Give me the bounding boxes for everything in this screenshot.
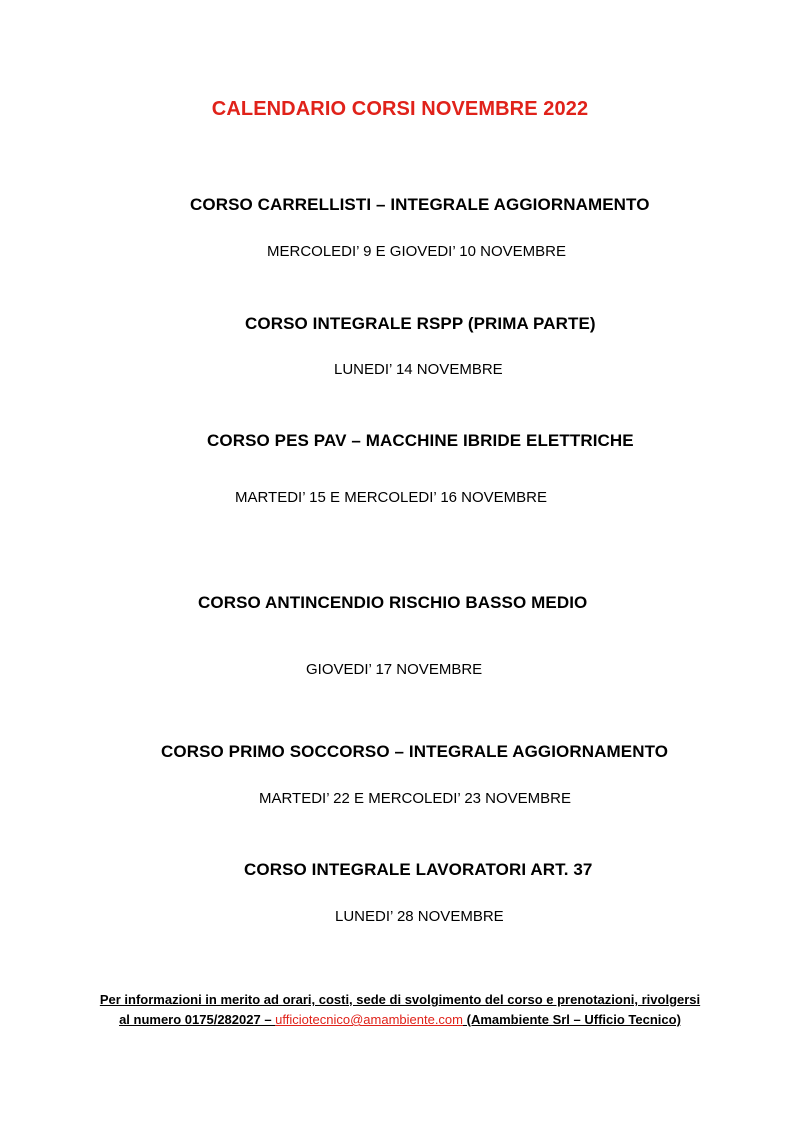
course-date: MERCOLEDI’ 9 E GIOVEDI’ 10 NOVEMBRE	[267, 243, 566, 260]
course-title: CORSO PES PAV – MACCHINE IBRIDE ELETTRICHE	[207, 431, 634, 450]
course-title: CORSO PRIMO SOCCORSO – INTEGRALE AGGIORNAMENTO	[161, 742, 669, 761]
course-title: CORSO INTEGRALE RSPP (PRIMA PARTE)	[245, 314, 596, 333]
course-date: MARTEDI’ 22 E MERCOLEDI’ 23 NOVEMBRE	[259, 790, 572, 807]
contact-company-text: (Amambiente Srl – Ufficio Tecnico)	[463, 1012, 681, 1027]
course-title: CORSO CARRELLISTI – INTEGRALE AGGIORNAMENTO	[190, 195, 650, 214]
contact-line-2	[40, 1010, 760, 1030]
course-date: LUNEDI’ 14 NOVEMBRE	[334, 361, 503, 378]
course-title: CORSO ANTINCENDIO RISCHIO BASSO MEDIO	[198, 593, 588, 612]
page-title: CALENDARIO CORSI NOVEMBRE 2022	[211, 98, 589, 120]
contact-line-1: Per informazioni in merito ad orari, costi, sede di svolgimento del corso e prenotazioni, rivolgersi	[99, 992, 701, 1007]
course-date: GIOVEDI’ 17 NOVEMBRE	[306, 661, 483, 678]
contact-info	[40, 990, 760, 1030]
email-link[interactable]: ufficiotecnico@amambiente.com	[275, 1012, 463, 1027]
course-date: MARTEDI’ 15 E MERCOLEDI’ 16 NOVEMBRE	[235, 489, 548, 506]
course-title: CORSO INTEGRALE LAVORATORI ART. 37	[244, 860, 593, 879]
course-date: LUNEDI’ 28 NOVEMBRE	[335, 908, 504, 925]
contact-phone-text: al numero 0175/282027 –	[119, 1012, 276, 1027]
